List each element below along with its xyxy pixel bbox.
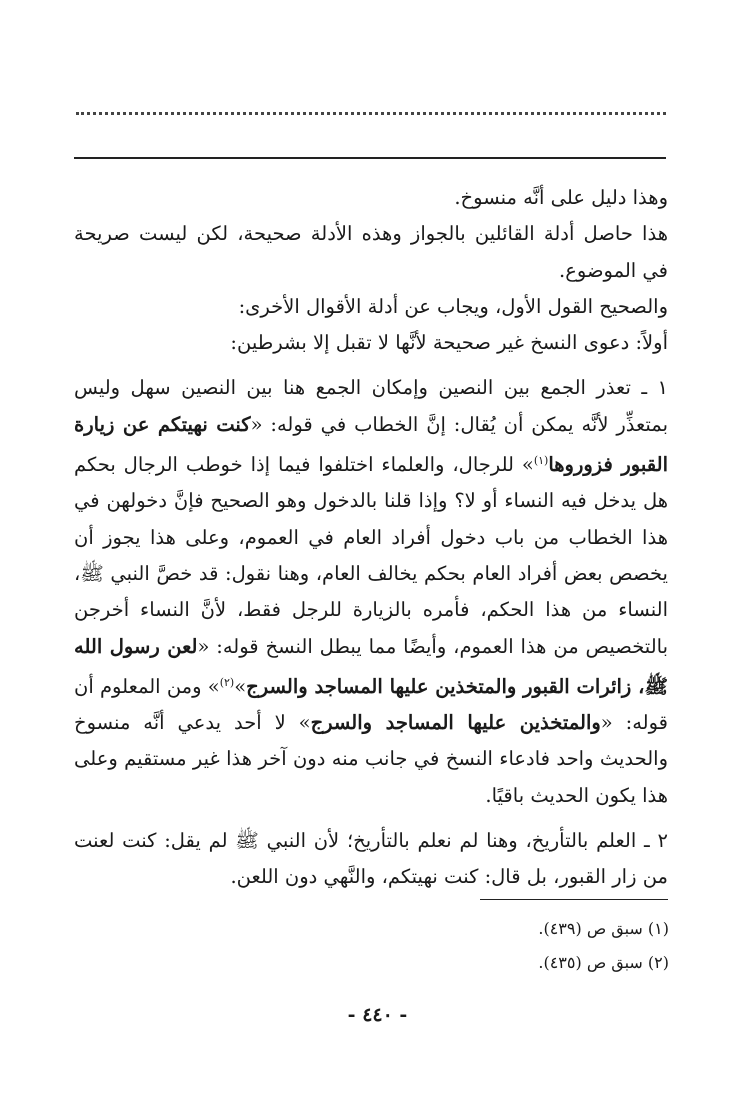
hadith-quote-1: كنت نهيتكم عن زيارة القبور فزوروها [74, 412, 668, 477]
paragraph-5-close-quote: » [234, 674, 247, 698]
paragraph-5-part-b: » للرجال، والعلماء اختلفوا فيما إذا خوطب الرجال بحكم هل يدخل فيه النساء أو لا؟ وإذا قلنا بالدخول وهو الصحيح فإنَّ دخولهن في هذا الخطاب من باب دخول أفراد العام في العموم، وعلى هذا يجوز أن يخصص بعض أفراد العام بحكم يخالف العام، وهنا نقول: قد خصَّ النبي ﷺ، النساء من هذا الحكم، فأمره بالزيارة للرجل فقط، لأنَّ النساء أخرجن بالتخصيص من هذا العموم، وأيضًا مما يبطل النسخ قوله: « [74, 453, 669, 658]
footnote-rule [480, 899, 668, 900]
paragraph-5 [74, 370, 668, 814]
paragraph-5-part-c: » ومن المعلوم أن قوله: « [74, 674, 668, 735]
paragraph-4: أولاً: دعوى النسخ غير صحيحة لأنَّها لا تقبل إلا بشرطين: [230, 331, 668, 355]
header-rule [74, 157, 666, 159]
footnotes [269, 912, 669, 980]
paragraph-2: هذا حاصل أدلة القائلين بالجواز وهذه الأدلة صحيحة، لكن ليست صريحة في الموضوع. [74, 222, 668, 282]
paragraph-6: ٢ ـ العلم بالتأريخ، وهنا لم نعلم بالتأريخ؛ لأن النبي ﷺ لم يقل: كنت لعنت من زار القبور، بل قال: كنت نهيتكم، والنَّهي دون اللعن. [74, 829, 668, 889]
page-number: - ٤٤٠ - [347, 1004, 408, 1026]
main-text [74, 180, 668, 896]
footnote-ref-1: (١) [533, 454, 549, 468]
footnote-ref-2: (٢) [219, 675, 235, 689]
footnote-1: (١) سبق ص (٤٣٩). [538, 919, 669, 938]
paragraph-1: وهذا دليل على أنَّه منسوخ. [454, 186, 668, 209]
paragraph-3: والصحيح القول الأول، ويجاب عن أدلة الأقوال الأخرى: [238, 294, 668, 318]
paragraph-5-part-a: ١ ـ تعذر الجمع بين النصين وإمكان الجمع هنا بين النصين سهل وليس بمتعذِّر لأنَّه يمكن أن يُقال: إنَّ الخطاب في قوله: « [74, 376, 668, 436]
hadith-quote-3: والمتخذين عليها المساجد والسرج [310, 711, 601, 735]
hadith-quote-2: لعن رسول الله ﷺ، زائرات القبور والمتخذين عليها المساجد والسرج [74, 634, 668, 698]
dotted-header-line [76, 112, 666, 115]
paragraph-5-part-d: » لا أحد يدعي أنَّه منسوخ والحديث واحد فادعاء النسخ في جانب منه دون آخر هذا غير مستقيم وعلى هذا يكون الحديث باقيًا. [74, 711, 668, 807]
footnote-2: (٢) سبق ص (٤٣٥). [538, 953, 669, 972]
